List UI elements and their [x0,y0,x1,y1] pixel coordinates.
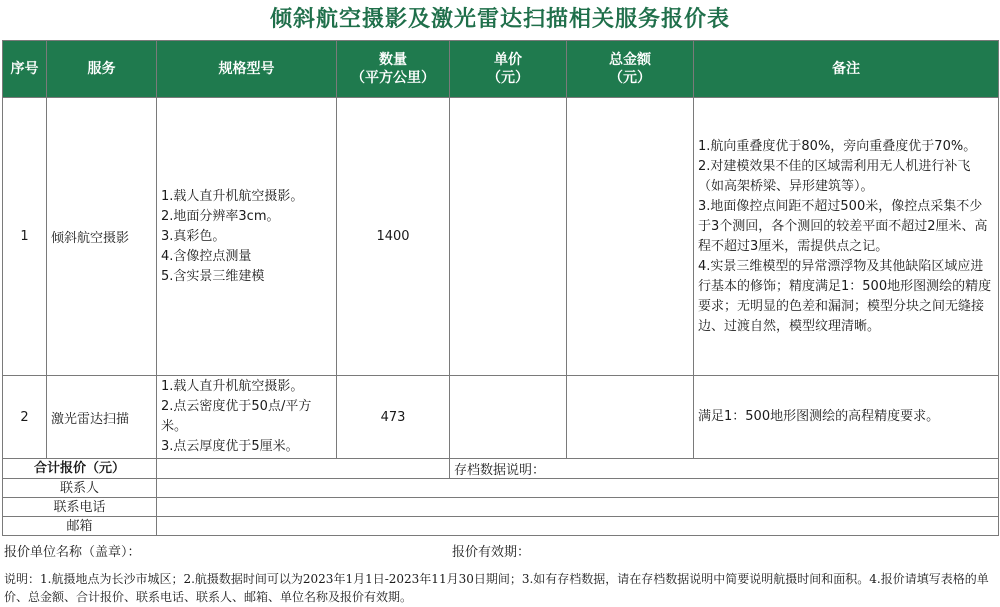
row-total[interactable] [567,376,694,459]
email-label: 邮箱 [3,517,157,536]
spec-line: 4.含像控点测量 [161,248,252,264]
total-label: 合计报价（元） [3,459,157,479]
header-spec: 规格型号 [157,41,337,98]
spec-line: 1.载人直升机航空摄影。 [161,188,304,204]
header-price-line1: 单价 [494,52,522,68]
table-row [3,376,999,459]
total-value-cell[interactable] [157,459,450,479]
validity-label: 报价有效期： [452,545,531,560]
phone-row [3,498,999,517]
row-spec[interactable] [157,376,337,459]
total-row [3,459,999,479]
table-row [3,98,999,376]
row-spec[interactable] [157,98,337,376]
unit-name-label: 报价单位名称（盖章）： [4,545,141,560]
row-service: 倾斜航空摄影 [47,98,157,376]
spec-line: 5.含实景三维建模 [161,268,265,284]
archive-label: 存档数据说明： [454,463,546,478]
contact-label: 联系人 [3,479,157,498]
archive-cell[interactable] [450,459,999,479]
row-quantity[interactable]: 1400 [337,98,450,376]
header-row [3,41,999,98]
row-seq: 1 [3,98,47,376]
spec-line: 2.点云密度优于50点/平方米。 [161,399,312,434]
spec-line: 2.地面分辨率3cm。 [161,208,280,224]
remarks-text: 1.航向重叠度优于80%，旁向重叠度优于70%。 2.对建模效果不佳的区域需利用无人机进行补飞（如高架桥梁、异形建筑等）。 3.地面像控点间距不超过500米，像控点采集不少于3个测回，各个测回的较差平面不超过2厘米、高程不超过3厘米，需提供点之记。 4.实景三维模型的异常漂浮物及其他缺陷区域应进行基本的修饰；精度满足1：500地形图测绘的精度要求；无明显的色差和漏洞；模型分块之间无缝接边、过渡自然，模型纹理清晰。 [698,138,992,334]
header-quantity-line2: （平方公里） [351,70,435,86]
header-remarks: 备注 [694,41,999,98]
spec-line: 3.点云厚度优于5厘米。 [161,439,299,454]
header-total [567,41,694,98]
phone-value-cell[interactable] [157,498,999,517]
contact-value-cell[interactable] [157,479,999,498]
quote-table [2,40,999,536]
email-value-cell[interactable] [157,517,999,536]
page-title: 倾斜航空摄影及激光雷达扫描相关服务报价表 [269,7,730,32]
row-total[interactable] [567,98,694,376]
header-total-line2: （元） [609,70,651,86]
phone-label: 联系电话 [3,498,157,517]
row-unit-price[interactable] [450,376,567,459]
header-total-line1: 总金额 [609,52,651,68]
row-remarks[interactable]: 满足1：500地形图测绘的高程精度要求。 [694,376,999,459]
notes-text: 说明：1.航摄地点为长沙市城区；2.航摄数据时间可以为2023年1月1日-2023年11月30日期间；3.如有存档数据，请在存档数据说明中简要说明航摄时间和面积。4.报价请填写表格的单价、总金额、合计报价、联系电话、联系人、邮箱、单位名称及报价有效期。 [4,572,989,604]
row-service: 激光雷达扫描 [47,376,157,459]
header-quantity-line1: 数量 [379,52,407,68]
row-seq: 2 [3,376,47,459]
header-seq: 序号 [3,41,47,98]
email-row [3,517,999,536]
header-price-line2: （元） [487,70,529,86]
spec-line: 1.载人直升机航空摄影。 [161,379,304,394]
header-unit-price [450,41,567,98]
row-quantity[interactable]: 473 [337,376,450,459]
contact-row [3,479,999,498]
row-unit-price[interactable] [450,98,567,376]
row-remarks[interactable] [694,98,999,376]
header-service: 服务 [47,41,157,98]
spec-line: 3.真彩色。 [161,228,226,244]
header-quantity [337,41,450,98]
